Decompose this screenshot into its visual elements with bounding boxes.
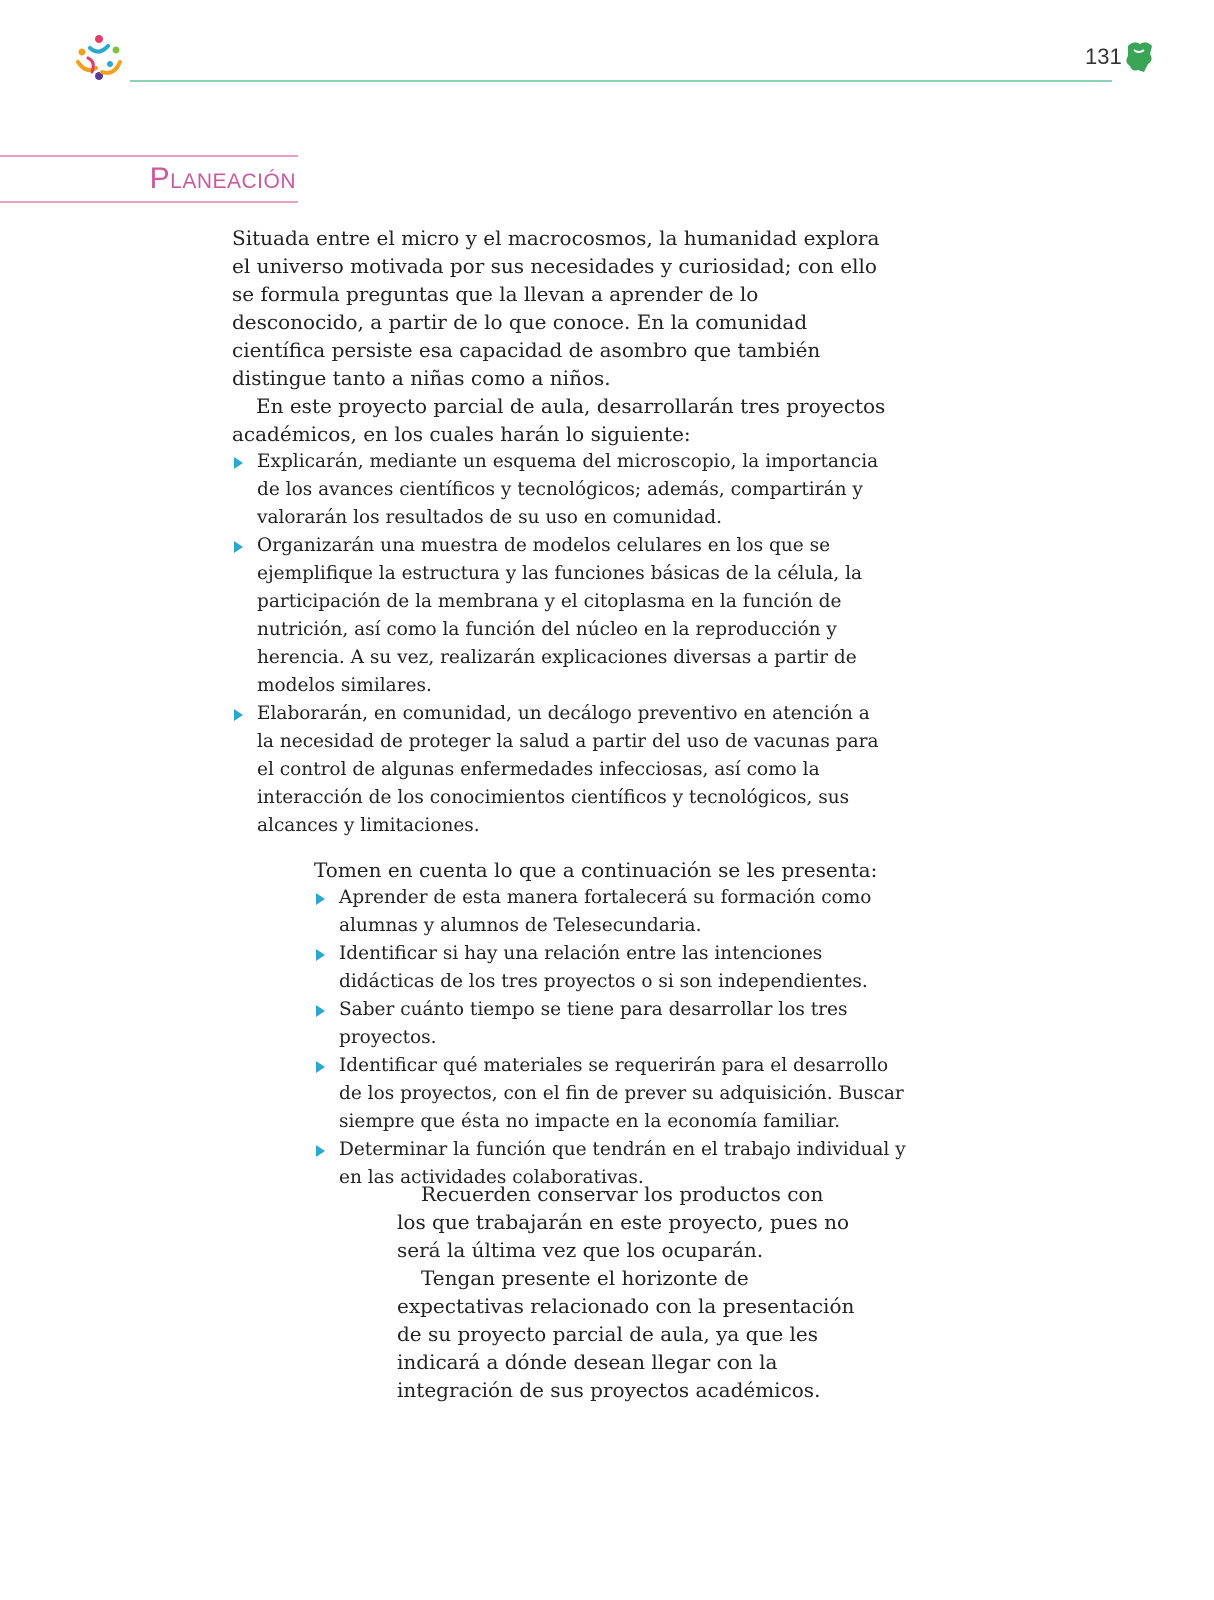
triangle-bullet-icon (234, 541, 243, 553)
triangle-bullet-icon (316, 893, 325, 905)
triangle-bullet-icon (234, 709, 243, 721)
intro-paragraph: Situada entre el micro y el macrocosmos, la humanidad explora el universo motivada por sus necesidades y curiosidad; con ello se formula preguntas que la llevan a aprender de lo desconocido, a partir de lo que conoce. En la comunidad científica persiste esa capacidad de asombro que también distingue tanto a niñas como a niños. (232, 226, 880, 390)
section-title: Planeación (149, 162, 296, 195)
section-rule-bottom (0, 201, 298, 203)
list-item (232, 448, 892, 532)
list-item (232, 700, 892, 840)
colorful-figures-logo-icon (72, 32, 126, 84)
list-item (314, 940, 914, 996)
green-emblem-icon (1124, 40, 1154, 74)
list-item-text: Explicarán, mediante un esquema del microscopio, la importancia de los avances científicos y tecnológicos; además, compartirán y valorarán los resultados de su uso en comunidad. (257, 451, 879, 528)
list-item-text: Aprender de esta manera fortalecerá su formación como alumnas y alumnos de Telesecundaria. (339, 887, 872, 936)
triangle-bullet-icon (316, 1061, 325, 1073)
tips-lead: Tomen en cuenta lo que a continuación se les presenta: (314, 858, 878, 882)
section-rule-top (0, 155, 298, 157)
triangle-bullet-icon (316, 1005, 325, 1017)
page-number: 131 (1085, 44, 1122, 69)
closing-block (397, 1180, 857, 1404)
closing-paragraph: Tengan presente el horizonte de expectativas relacionado con la presentación de su proyecto parcial de aula, ya que les indicará a dónde desean llegar con la integración de sus proyectos académicos. (397, 1266, 855, 1402)
triangle-bullet-icon (316, 949, 325, 961)
list-item (314, 996, 914, 1052)
list-item-text: Elaborarán, en comunidad, un decálogo preventivo en atención a la necesidad de proteger la salud a partir del uso de vacunas para el control de algunas enfermedades infecciosas, así como la interacción de los conocimientos científicos y tecnológicos, sus alcances y limitaciones. (257, 703, 879, 836)
list-item (232, 532, 892, 700)
closing-paragraph: Recuerden conservar los productos con los que trabajarán en este proyecto, pues no será la última vez que los ocuparán. (397, 1182, 850, 1262)
list-item-text: Saber cuánto tiempo se tiene para desarrollar los tres proyectos. (339, 999, 848, 1048)
intro-block (232, 224, 892, 840)
triangle-bullet-icon (234, 457, 243, 469)
project-list (232, 448, 892, 840)
list-item-text: Identificar qué materiales se requerirán para el desarrollo de los proyectos, con el fin de prever su adquisición. Buscar siempre que ésta no impacte en la economía familiar. (339, 1055, 904, 1132)
triangle-bullet-icon (316, 1145, 325, 1157)
tips-list (314, 884, 914, 1192)
list-item (314, 1052, 914, 1136)
tips-block (314, 856, 914, 1192)
intro-paragraph: En este proyecto parcial de aula, desarrollarán tres proyectos académicos, en los cuales harán lo siguiente: (232, 394, 886, 446)
list-item-text: Determinar la función que tendrán en el trabajo individual y en las actividades colaborativas. (339, 1139, 906, 1188)
list-item (314, 884, 914, 940)
header-rule (130, 80, 1112, 82)
list-item-text: Identificar si hay una relación entre las intenciones didácticas de los tres proyectos o si son independientes. (339, 943, 868, 992)
list-item-text: Organizarán una muestra de modelos celulares en los que se ejemplifique la estructura y las funciones básicas de la célula, la participación de la membrana y el citoplasma en la función de nutrición, así como la función del núcleo en la reproducción y herencia. A su vez, realizarán explicaciones diversas a partir de modelos similares. (257, 535, 863, 696)
